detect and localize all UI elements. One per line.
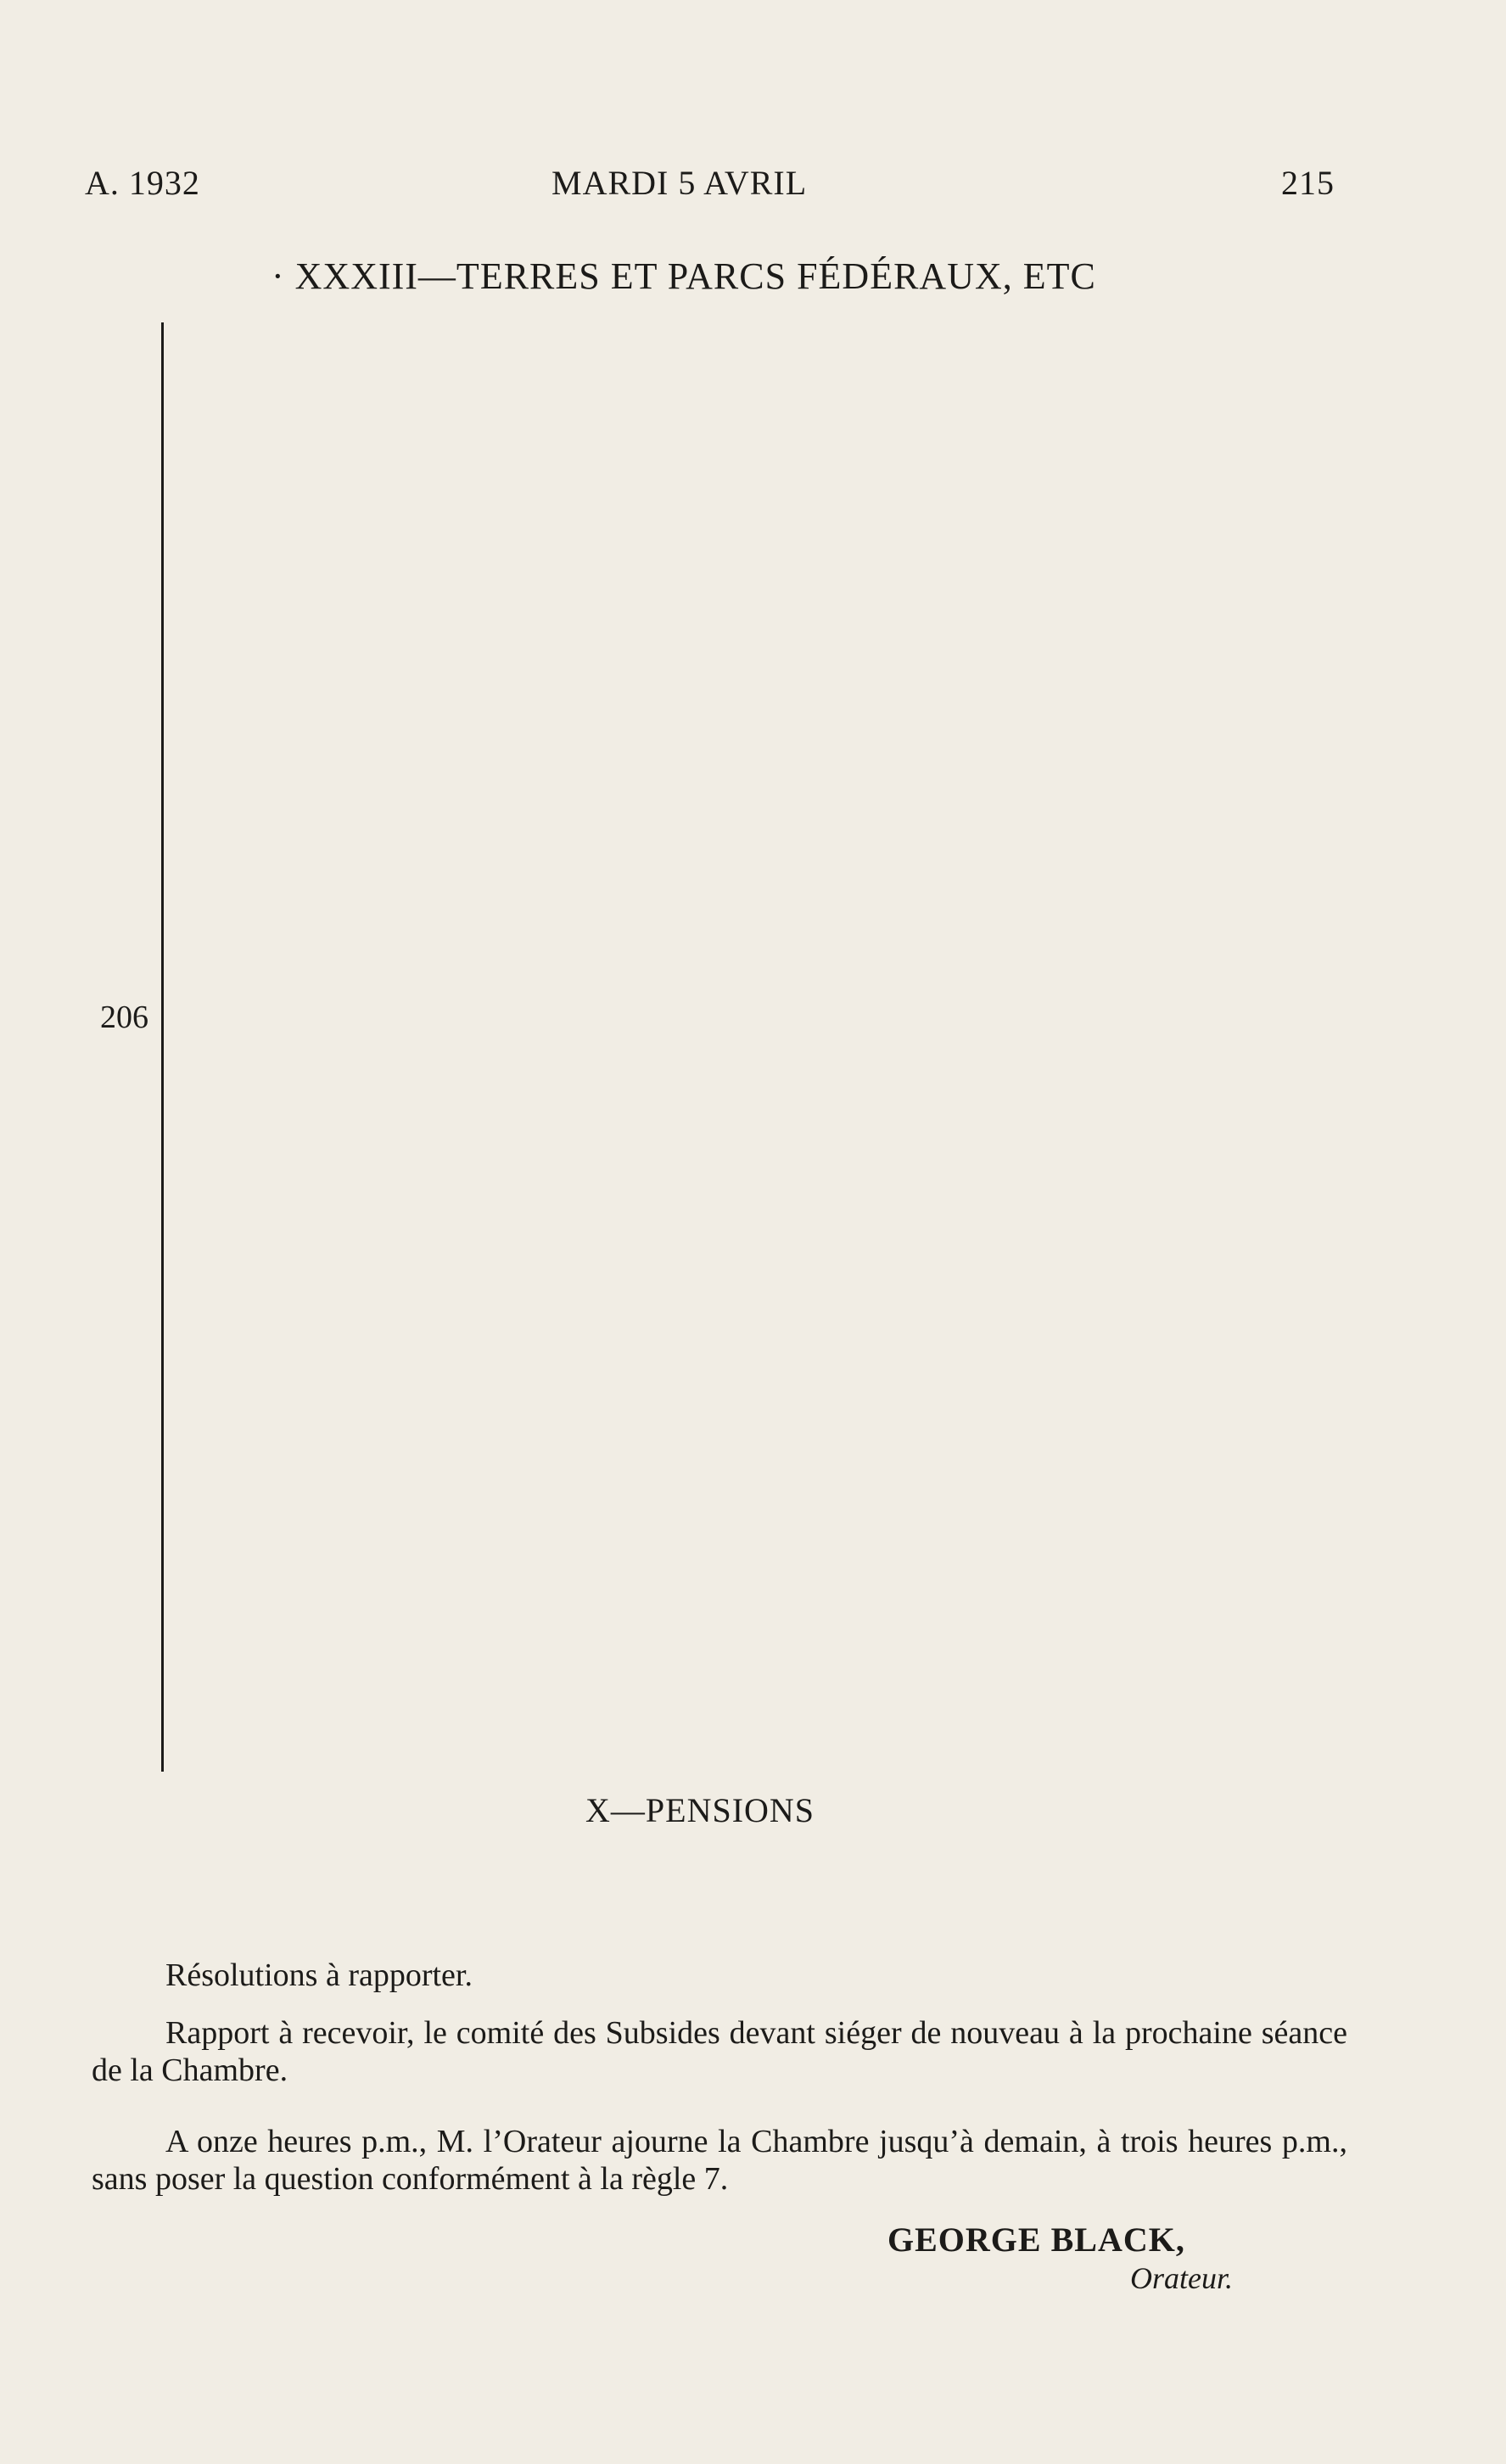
header-date: MARDI 5 AVRIL — [551, 164, 808, 202]
signature-title: Orateur. — [1130, 2261, 1234, 2295]
resolutions-text: Résolutions à rapporter. — [165, 1957, 473, 1993]
brace — [161, 322, 164, 1772]
pensions-list — [119, 1829, 1341, 1948]
adjournment-text: A onze heures p.m., M. l’Orateur ajourne la Chambre jusqu’à demain, à trois heures p.m., sans poser la question conformément à la règle 7. — [92, 2124, 1347, 2197]
header-year: A. 1932 — [85, 164, 200, 202]
signature-name: GEORGE BLACK, — [887, 2220, 1185, 2259]
section-title: · XXXIII—TERRES ET PARCS FÉDÉRAUX, ETC — [272, 255, 1096, 297]
page-number: 215 — [1281, 164, 1335, 202]
vote-number: 206 — [100, 1000, 148, 1035]
estimates-list — [170, 314, 1341, 1773]
rapport-text: Rapport à recevoir, le comité des Subsides devant siéger de nouveau à la prochaine séance de la Chambre. — [92, 2015, 1347, 2088]
pensions-title: X—PENSIONS — [585, 1791, 815, 1829]
